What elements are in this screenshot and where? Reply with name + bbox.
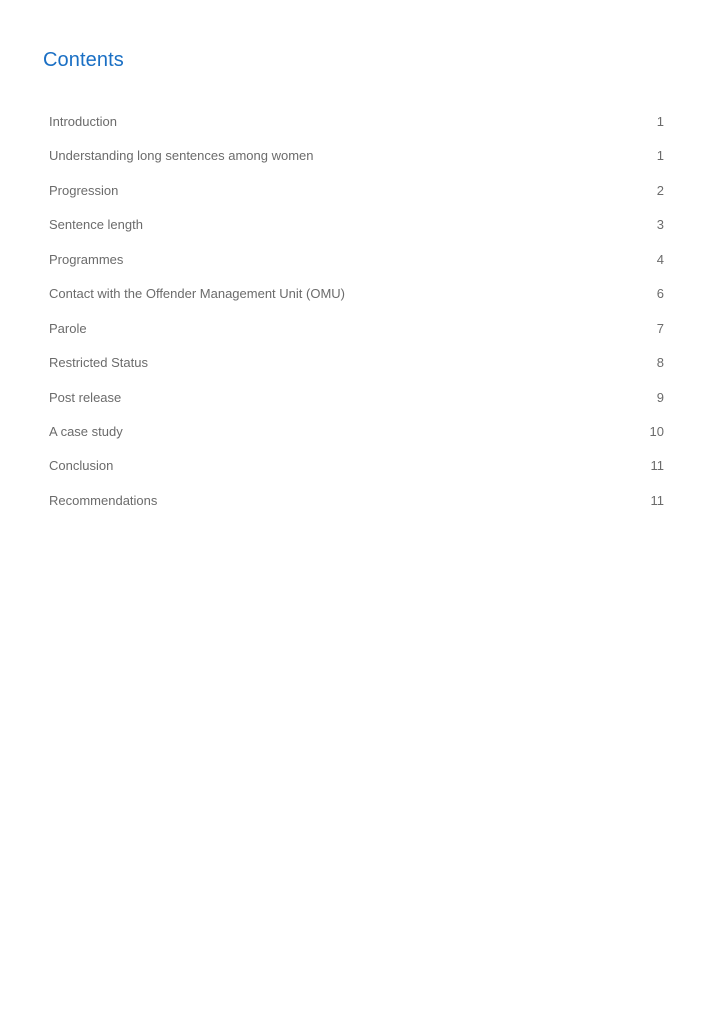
- toc-entry-page-number: 1: [656, 148, 664, 164]
- table-of-contents: [49, 114, 664, 527]
- contents-heading: Contents: [43, 49, 124, 71]
- toc-entry-page-number: 11: [650, 458, 664, 474]
- toc-entry-label: Restricted Status: [49, 355, 148, 371]
- toc-entry-label: Introduction: [49, 114, 117, 129]
- toc-entry-label: Contact with the Offender Management Unit (OMU): [49, 286, 345, 302]
- toc-entry-label: Conclusion: [49, 458, 114, 474]
- toc-entry-label: Understanding long sentences among women: [49, 148, 314, 164]
- toc-entry-sentence-length[interactable]: [49, 217, 664, 251]
- toc-entry-programmes[interactable]: [49, 252, 664, 286]
- toc-entry-conclusion[interactable]: [49, 458, 664, 492]
- toc-entry-page-number: 10: [649, 423, 664, 439]
- toc-entry-progression[interactable]: [49, 183, 664, 217]
- toc-entry-label: A case study: [49, 423, 123, 439]
- toc-entry-post-release[interactable]: [49, 390, 664, 424]
- toc-entry-page-number: 3: [656, 217, 664, 233]
- toc-entry-page-number: 9: [656, 389, 664, 405]
- toc-entry-page-number: 6: [656, 286, 664, 302]
- toc-entry-label: Parole: [49, 320, 87, 336]
- toc-entry-recommendations[interactable]: [49, 493, 664, 527]
- toc-entry-parole[interactable]: [49, 321, 664, 355]
- toc-entry-case-study[interactable]: [49, 424, 664, 458]
- toc-entry-page-number: 8: [656, 355, 664, 371]
- toc-entry-understanding-long-sentences[interactable]: [49, 148, 664, 182]
- toc-entry-restricted-status[interactable]: [49, 355, 664, 389]
- toc-entry-page-number: 2: [656, 182, 664, 198]
- toc-entry-label: Sentence length: [49, 217, 143, 233]
- toc-entry-introduction[interactable]: [49, 114, 664, 148]
- toc-entry-page-number: 4: [656, 251, 664, 267]
- toc-entry-label: Progression: [49, 182, 119, 198]
- toc-entry-label: Recommendations: [49, 492, 158, 508]
- toc-entry-contact-omu[interactable]: [49, 286, 664, 320]
- toc-entry-label: Programmes: [49, 251, 124, 267]
- toc-entry-page-number: 1: [656, 114, 664, 129]
- toc-entry-page-number: 7: [656, 320, 664, 336]
- toc-entry-page-number: 11: [650, 492, 664, 508]
- toc-entry-label: Post release: [49, 389, 122, 405]
